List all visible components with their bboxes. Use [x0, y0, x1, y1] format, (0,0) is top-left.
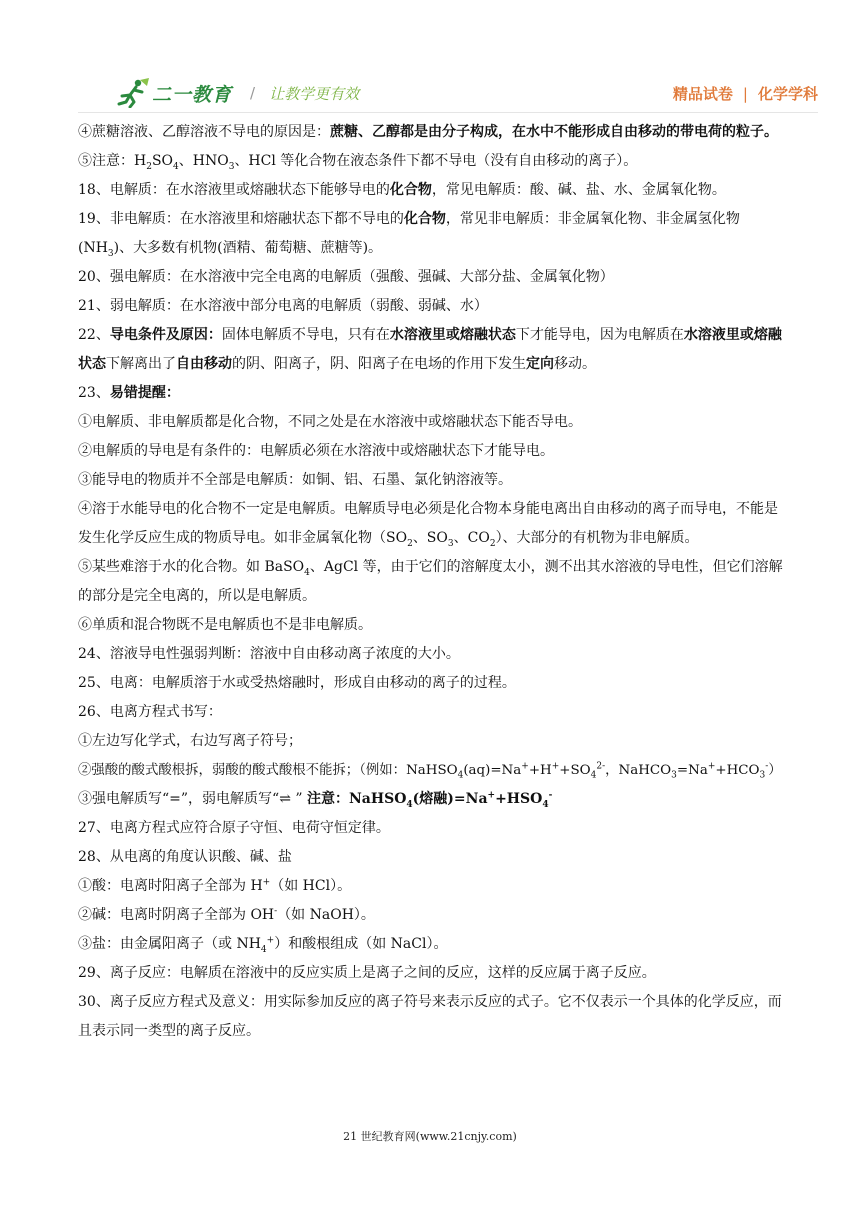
paragraph	[78, 379, 786, 408]
text: 22、	[78, 327, 110, 343]
page-header	[78, 78, 818, 112]
text: 、CO	[453, 530, 490, 546]
text: 移动。	[554, 356, 596, 372]
subscript: 3	[671, 770, 677, 781]
text: )、大多数有机物(酒精、葡萄糖、蔗糖等)。	[113, 240, 383, 256]
paragraph: ②电解质的导电是有条件的：电解质必须在水溶液中或熔融状态下才能导电。	[78, 443, 554, 459]
bold-text: 导电条件及原因：	[109, 327, 222, 343]
paragraph: 26、电离方程式书写：	[78, 704, 222, 720]
subscript: 3	[447, 538, 454, 549]
superscript: -	[765, 761, 769, 772]
header-subject-label	[673, 83, 818, 104]
text: ⑤注意：H	[78, 153, 147, 169]
text: +HCO	[715, 763, 760, 778]
paragraph	[78, 118, 786, 147]
bold-text: 水溶液里或熔融状态	[78, 327, 782, 372]
paragraph: ①电解质、非电解质都是化合物，不同之处是在水溶液中或熔融状态下能否导电。	[78, 414, 582, 430]
header-separator: /	[250, 84, 256, 102]
bold-text: 注意：NaHSO	[307, 791, 407, 807]
header-rule	[78, 112, 818, 113]
text: 的阴、阳离子，阴、阳离子在电场的作用下发生	[232, 356, 526, 372]
logo	[116, 78, 359, 108]
superscript: +	[262, 877, 271, 888]
text: 、SO	[412, 530, 448, 546]
superscript: 2-	[596, 761, 606, 772]
page-footer: 21 世纪教育网(www.21cnjy.com)	[343, 1130, 517, 1143]
superscript: +	[707, 761, 716, 772]
text: SO	[151, 153, 174, 169]
paragraph: ⑥单质和混合物既不是电解质也不是非电解质。	[78, 617, 372, 633]
subject-label: 化学学科	[757, 85, 818, 103]
paragraph	[78, 321, 786, 379]
paragraph: 29、离子反应：电解质在溶液中的反应实质上是离子之间的反应，这样的反应属于离子反应。	[78, 965, 656, 981]
text: （如 NaOH）。	[277, 907, 375, 923]
text: ）和酸根组成（如 NaCl）。	[274, 936, 448, 952]
bold-text: 定向	[526, 356, 554, 372]
text: =Na	[676, 763, 708, 778]
subscript: 4	[406, 799, 413, 810]
text: 23、	[78, 385, 110, 401]
bold-text: (熔融)=Na	[412, 791, 488, 807]
text: 固体电解质不导电，只有在	[221, 327, 390, 343]
text: 、HNO	[178, 153, 229, 169]
subscript: 4	[260, 944, 267, 955]
paragraph	[78, 176, 786, 205]
text: ）	[768, 763, 782, 778]
bold-text: 蔗糖、乙醇都是由分子构成，在水中不能形成自由移动的带电荷的粒子。	[330, 124, 778, 140]
text: ④蔗糖溶液、乙醇溶液不导电的原因是：	[78, 124, 330, 140]
subscript: 4	[304, 567, 310, 578]
paragraph: 30、离子反应方程式及意义：用实际参加反应的离子符号来表示反应的式子。它不仅表示一个具体的化学反应，而且表示同一类型的离子反应。	[78, 994, 782, 1039]
text: ④溶于水能导电的化合物不一定是电解质。电解质导电必须是化合物本身能电离出自由移动的离子而导电，不能是发生化学反应生成的物质导电。如非金属氧化物（SO	[78, 501, 778, 546]
paragraph	[78, 901, 786, 930]
text: +H	[528, 763, 552, 778]
text: ，NaHCO	[605, 763, 672, 778]
runner-logo-icon	[116, 78, 150, 108]
bold-text: 自由移动	[176, 356, 232, 372]
text: ，常见电解质：酸、碱、盐、水、金属氧化物。	[431, 182, 726, 198]
paragraph	[78, 553, 786, 611]
superscript: +	[521, 761, 529, 772]
superscript: +	[266, 935, 275, 946]
paragraph	[78, 930, 786, 959]
subscript: 3	[759, 770, 766, 781]
bold-text: +HSO	[495, 791, 543, 807]
brand-name: 二一教育	[152, 83, 233, 106]
text: 18、电解质：在水溶液里或熔融状态下能够导电的	[78, 182, 390, 198]
paragraph	[78, 495, 786, 553]
paragraph: ①左边写化学式，右边写离子符号；	[78, 733, 302, 749]
slogan: 让教学更有效	[269, 84, 360, 103]
text: (aq)=Na	[463, 763, 522, 778]
subscript: 3	[107, 248, 114, 259]
subscript: 2	[146, 161, 152, 172]
subscript: 4	[590, 770, 597, 781]
subscript: 4	[457, 770, 464, 781]
paragraph	[78, 147, 786, 176]
bold-text: 化合物	[389, 182, 432, 198]
text: 下解离出了	[106, 356, 176, 372]
category-label: 精品试卷	[672, 85, 733, 103]
bold-text: 化合物	[403, 211, 446, 227]
text: （如 HCl）。	[270, 878, 352, 894]
paragraph: 28、从电离的角度认识酸、碱、盐	[78, 849, 292, 865]
paragraph: 27、电离方程式应符合原子守恒、电荷守恒定律。	[78, 820, 390, 836]
bold-text: 易错提醒：	[109, 385, 180, 401]
bold-text: 水溶液里或熔融状态	[389, 327, 516, 343]
superscript: -	[548, 790, 553, 801]
paragraph	[78, 785, 786, 814]
text: 、AgCl 等，由于它们的溶解度太小，测不出其水溶液的导电性，但它们溶解的部分是完全电离的，所以是电解质。	[78, 559, 783, 604]
text: ③强电解质写“=”，弱电解质写“⇌ ”	[78, 791, 307, 807]
subscript: 4	[542, 799, 549, 810]
paragraph: 24、溶液导电性强弱判断：溶液中自由移动离子浓度的大小。	[78, 646, 460, 662]
subscript: 3	[228, 161, 235, 172]
text: ③盐：由金属阳离子（或 NH	[78, 936, 261, 952]
paragraph	[78, 756, 786, 785]
paragraph: 25、电离：电解质溶于水或受热熔融时，形成自由移动的离子的过程。	[78, 675, 516, 691]
text: 19、非电解质：在水溶液里和熔融状态下都不导电的	[78, 211, 404, 227]
text: ）、大部分的有机物为非电解质。	[495, 530, 699, 546]
text: ，常见非电解质：非金属氧化物、非金属氢化物(NH	[78, 211, 740, 256]
paragraph: 21、弱电解质：在水溶液中部分电离的电解质（弱酸、弱碱、水）	[78, 298, 488, 314]
text: ①酸：电离时阳离子全部为 H	[78, 878, 263, 894]
subscript: 2	[407, 538, 413, 549]
superscript: -	[274, 906, 278, 917]
text: 、HCl 等化合物在液态条件下都不导电（没有自由移动的离子）。	[234, 153, 638, 169]
text: ⑤某些难溶于水的化合物。如 BaSO	[78, 559, 305, 575]
document-body	[78, 118, 786, 1046]
paragraph: 20、强电解质：在水溶液中完全电离的电解质（强酸、强碱、大部分盐、金属氧化物）	[78, 269, 614, 285]
paragraph: ③能导电的物质并不全部是电解质：如铜、铝、石墨、氯化钠溶液等。	[78, 472, 512, 488]
paragraph	[78, 205, 786, 263]
text: ②碱：电离时阴离子全部为 OH	[78, 907, 275, 923]
header-divider: |	[742, 85, 748, 103]
superscript: +	[551, 761, 560, 772]
text: ②强酸的酸式酸根拆，弱酸的酸式酸根不能拆；（例如：NaHSO	[78, 763, 458, 778]
text: 下才能导电，因为电解质在	[515, 327, 684, 343]
subscript: 2	[489, 538, 496, 549]
paragraph	[78, 872, 786, 901]
superscript: +	[487, 790, 496, 801]
text: +SO	[559, 763, 591, 778]
subscript: 4	[173, 161, 179, 172]
